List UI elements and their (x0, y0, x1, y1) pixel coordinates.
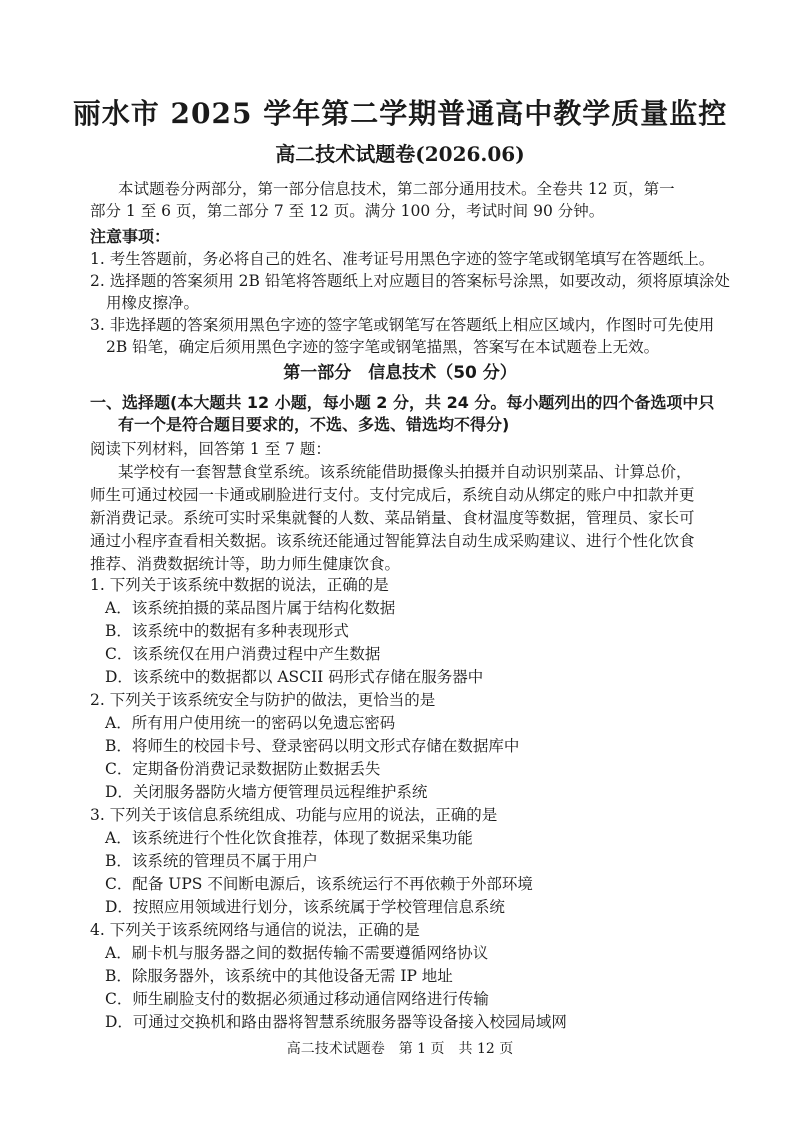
material-line-2: 师生可通过校园一卡通或刷脸进行支付。支付完成后，系统自动从绑定的账户中扣款并更 (90, 486, 695, 504)
question-2-option-d: D．关闭服务器防火墙方便管理员远程维护系统 (105, 783, 428, 801)
page-footer: 高二技术试题卷 第 1 页 共 12 页 (286, 1041, 514, 1057)
reading-instruction: 阅读下列材料，回答第 1 至 7 题： (90, 440, 331, 458)
notice-item-1: 1. 考生答题前，务必将自己的姓名、准考证号用黑色字迹的签字笔或钢笔填写在答题纸上。 (90, 250, 715, 268)
question-2-stem: 2. 下列关于该系统安全与防护的做法，更恰当的是 (90, 691, 436, 709)
question-1-option-a: A．该系统拍摄的菜品图片属于结构化数据 (105, 599, 396, 617)
question-4-option-c: C．师生刷脸支付的数据必须通过移动通信网络进行传输 (105, 990, 489, 1008)
exam-title: 丽水市 2025 学年第二学期普通高中教学质量监控 (72, 97, 728, 130)
exam-subtitle: 高二技术试题卷(2026.06) (275, 142, 525, 166)
part1-title: 第一部分 信息技术（50 分） (283, 363, 517, 383)
question-1-option-b: B．该系统中的数据有多种表现形式 (105, 622, 349, 640)
material-line-4: 通过小程序查看相关数据。该系统还能通过智能算法自动生成采购建议、进行个性化饮食 (90, 532, 695, 550)
intro-line-2: 部分 1 至 6 页，第二部分 7 至 12 页。满分 100 分，考试时间 90 分钟。 (90, 202, 605, 220)
section-heading-line-2: 有一个是符合题目要求的，不选、多选、错选均不得分) (118, 415, 510, 434)
notice-heading: 注意事项： (90, 227, 171, 246)
notice-item-2-cont: 用橡皮擦净。 (106, 294, 200, 312)
question-3-option-b: B．该系统的管理员不属于用户 (105, 852, 318, 870)
question-2-option-c: C．定期备份消费记录数据防止数据丢失 (105, 760, 381, 778)
intro-line-1: 本试题卷分两部分，第一部分信息技术，第二部分通用技术。全卷共 12 页，第一 (118, 180, 675, 198)
question-1-option-c: C．该系统仅在用户消费过程中产生数据 (105, 645, 381, 663)
question-3-option-c: C．配备 UPS 不间断电源后，该系统运行不再依赖于外部环境 (105, 875, 533, 893)
question-4-stem: 4. 下列关于该系统网络与通信的说法，正确的是 (90, 921, 420, 939)
material-line-5: 推荐、消费数据统计等，助力师生健康饮食。 (90, 555, 401, 573)
question-4-option-a: A．刷卡机与服务器之间的数据传输不需要遵循网络协议 (105, 944, 489, 962)
notice-item-3-cont: 2B 铅笔，确定后须用黑色字迹的签字笔或钢笔描黑，答案写在本试题卷上无效。 (106, 338, 660, 356)
question-4-option-d: D．可通过交换机和路由器将智慧系统服务器等设备接入校园局域网 (105, 1013, 567, 1031)
material-line-3: 新消费记录。系统可实时采集就餐的人数、菜品销量、食材温度等数据，管理员、家长可 (90, 509, 695, 527)
question-4-option-b: B．除服务器外，该系统中的其他设备无需 IP 地址 (105, 967, 453, 985)
notice-item-2: 2. 选择题的答案须用 2B 铅笔将答题纸上对应题目的答案标号涂黑，如要改动，须将原填涂处 (90, 272, 730, 290)
material-line-1: 某学校有一套智慧食堂系统。该系统能借助摄像头拍摄并自动识别菜品、计算总价， (118, 463, 692, 481)
question-3-option-a: A．该系统进行个性化饮食推荐，体现了数据采集功能 (105, 829, 473, 847)
question-2-option-b: B．将师生的校园卡号、登录密码以明文形式存储在数据库中 (105, 737, 520, 755)
section-heading-line-1: 一、选择题(本大题共 12 小题，每小题 2 分，共 24 分。每小题列出的四个备选项中只 (90, 393, 715, 412)
question-1-stem: 1. 下列关于该系统中数据的说法，正确的是 (90, 576, 389, 594)
notice-item-3: 3. 非选择题的答案须用黑色字迹的签字笔或钢笔写在答题纸上相应区域内，作图时可先使用 (90, 316, 715, 334)
question-1-option-d: D．该系统中的数据都以 ASCII 码形式存储在服务器中 (105, 668, 484, 686)
question-2-option-a: A．所有用户使用统一的密码以免遗忘密码 (105, 714, 396, 732)
question-3-stem: 3. 下列关于该信息系统组成、功能与应用的说法，正确的是 (90, 806, 498, 824)
question-3-option-d: D．按照应用领域进行划分，该系统属于学校管理信息系统 (105, 898, 505, 916)
